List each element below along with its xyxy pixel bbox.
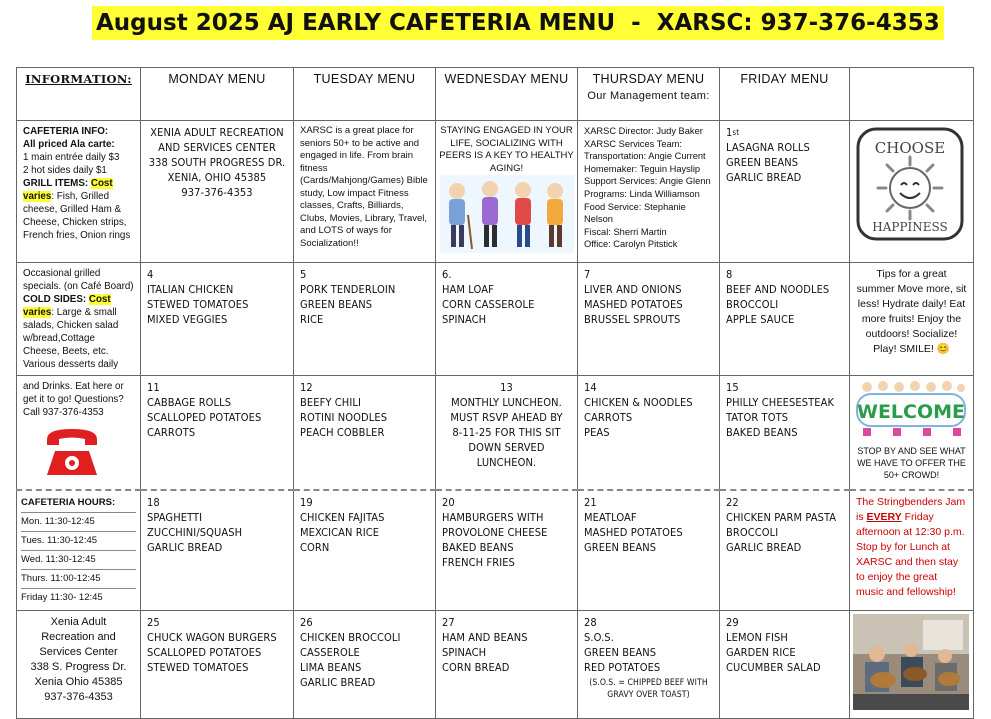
menu-line: Recreation and xyxy=(41,630,116,643)
menu-line: THURSDAY MENU xyxy=(592,72,705,86)
header-extra xyxy=(850,68,974,121)
menu-line: 15 xyxy=(726,380,739,394)
day-cell-29 xyxy=(720,610,850,718)
week-row-4 xyxy=(17,490,974,611)
cafeteria-info xyxy=(17,121,141,263)
menu-line: 8 xyxy=(726,267,733,281)
day-cell-21 xyxy=(578,490,720,611)
menu-line: 6. xyxy=(442,267,452,281)
day-cell-13 xyxy=(436,375,578,490)
menu-line: The Stringbenders Jam is xyxy=(856,495,966,523)
menu-line: LIMA BEANS xyxy=(300,660,362,674)
week-row-5 xyxy=(17,610,974,718)
menu-line: BROCCOLI xyxy=(726,525,779,539)
menu-line: CHICKEN PARM PASTA xyxy=(726,510,837,524)
menu-line: GARLIC BREAD xyxy=(147,540,223,554)
menu-line: BROCCOLI xyxy=(726,297,779,311)
menu-line: SPINACH xyxy=(442,312,487,326)
about-xarsc: XARSC is a great place for seniors 50+ to be active and engaged in life. From brain fitness (Cards/Mahjong/Games) Bible study, Low impact Fitness classes, Crafts, Billiards, Clubs, Movies, Library, Travel, and LOTS of ways for Socialization!! xyxy=(294,121,436,263)
menu-line: st xyxy=(732,128,740,137)
menu-line: CORN CASSEROLE xyxy=(442,297,535,311)
menu-line: MASHED POTATOES xyxy=(584,297,683,311)
questions-info xyxy=(17,375,141,490)
menu-line: 338 S. Progress Dr. xyxy=(30,660,127,673)
menu-line: STEWED TOMATOES xyxy=(147,297,249,311)
hours-row: Friday 11:30- 12:45 xyxy=(21,591,103,603)
hours-row: Mon. 11:30-12:45 xyxy=(21,513,136,532)
menu-line: EVERY xyxy=(866,510,902,523)
menu-line: HAM LOAF xyxy=(442,282,494,296)
menu-line: PHILLY CHEESESTEAK xyxy=(726,395,835,409)
menu-line: 13 xyxy=(500,380,513,394)
day-cell-22 xyxy=(720,490,850,611)
day-cell-6 xyxy=(436,262,578,375)
menu-line: SCALLOPED POTATOES xyxy=(147,645,262,659)
menu-line: CASSEROLE xyxy=(300,645,360,659)
menu-line: DOWN SERVED LUNCHEON. xyxy=(468,440,545,469)
day-cell-1 xyxy=(720,121,850,263)
menu-line: XARSC Director: Judy Baker xyxy=(584,126,703,136)
menu-line: AND SERVICES CENTER xyxy=(158,141,276,154)
day-cell-26 xyxy=(294,610,436,718)
day-cell-28 xyxy=(578,610,720,718)
menu-line: 1 xyxy=(726,126,733,139)
menu-line: GREEN BEANS xyxy=(726,156,799,169)
menu-line: MUST RSVP AHEAD BY xyxy=(450,410,563,424)
menu-line: CHOOSE xyxy=(874,139,946,157)
menu-line: ZUCCHINI/SQUASH xyxy=(147,525,243,539)
page-title: August 2025 AJ EARLY CAFETERIA MENU - XARSC: 937-376-4353 xyxy=(92,6,944,40)
menu-line: GREEN BEANS xyxy=(584,540,657,554)
menu-line: GARLIC BREAD xyxy=(726,171,802,184)
menu-line: 11 xyxy=(147,380,160,394)
menu-line: 937-376-4353 xyxy=(181,186,253,199)
menu-line: SPINACH xyxy=(442,645,487,659)
menu-line: 25 xyxy=(147,615,160,629)
menu-line: PROVOLONE CHEESE xyxy=(442,525,548,539)
menu-line: CORN BREAD xyxy=(442,660,510,674)
menu-line: CHICKEN & NOODLES xyxy=(584,395,693,409)
menu-line: XARSC Services Team: xyxy=(584,138,682,149)
menu-line: 338 SOUTH PROGRESS DR. xyxy=(148,156,286,169)
menu-line: Xenia Adult xyxy=(50,615,107,628)
menu-line: CARROTS xyxy=(147,425,196,439)
band-photo-cell xyxy=(850,610,974,718)
menu-line: 22 xyxy=(726,495,739,509)
menu-line: Xenia Ohio 45385 xyxy=(34,675,123,688)
menu-line: BAKED BEANS xyxy=(442,540,514,554)
menu-line: HAM AND BEANS xyxy=(442,630,528,644)
cafeteria-hours xyxy=(17,490,141,611)
menu-line: PEAS xyxy=(584,425,610,439)
menu-line: GRILL ITEMS: xyxy=(23,178,89,189)
menu-line: MEXCICAN RICE xyxy=(300,525,380,539)
week-row-1 xyxy=(17,121,974,263)
menu-line: CAFETERIA INFO: xyxy=(23,126,109,137)
management-team xyxy=(578,121,720,263)
menu-line: 21 xyxy=(584,495,597,509)
sos-note: (S.O.S. = CHIPPED BEEF WITH GRAVY OVER TOAST) xyxy=(589,677,708,700)
healthy-aging-cell xyxy=(436,121,578,263)
menu-line: MASHED POTATOES xyxy=(584,525,683,539)
menu-line: Cost varies xyxy=(23,178,113,202)
cold-sides-info xyxy=(17,262,141,375)
menu-line: PORK TENDERLOIN xyxy=(300,282,396,296)
menu-line: LEMON FISH xyxy=(726,630,788,644)
menu-line: MIXED VEGGIES xyxy=(147,312,228,326)
day-cell-25 xyxy=(141,610,294,718)
menu-line: 26 xyxy=(300,615,313,629)
welcome-cell xyxy=(850,375,974,490)
menu-line: PEACH COBBLER xyxy=(300,425,385,439)
menu-line: S.O.S. xyxy=(584,630,614,644)
day-cell-27 xyxy=(436,610,578,718)
menu-line: TATOR TOTS xyxy=(726,410,789,424)
menu-line: HAPPINESS xyxy=(872,220,948,234)
menu-line: All priced Ala carte: xyxy=(23,139,115,150)
day-cell-18 xyxy=(141,490,294,611)
menu-line: STEWED TOMATOES xyxy=(147,660,249,674)
menu-line: CAFETERIA HOURS: xyxy=(21,494,136,513)
header-tuesday: TUESDAY MENU xyxy=(294,68,436,121)
menu-line: BAKED BEANS xyxy=(726,425,798,439)
management-team-label: Our Management team: xyxy=(587,90,710,102)
menu-calendar xyxy=(16,67,974,719)
hours-row: Wed. 11:30-12:45 xyxy=(21,551,136,570)
menu-line: LIVER AND ONIONS xyxy=(584,282,682,296)
menu-line: Programs: Linda Williamson xyxy=(584,188,700,199)
menu-line: RICE xyxy=(300,312,324,326)
menu-line: 1 main entrée daily $3 xyxy=(23,152,120,163)
hours-row: Thurs. 11:00-12:45 xyxy=(21,570,136,589)
menu-line: BEEF AND NOODLES xyxy=(726,282,830,296)
menu-line: Occasional grilled specials. (on Café Board) xyxy=(23,267,134,292)
menu-line: Food Service: Stephanie Nelson xyxy=(584,201,686,225)
menu-line: 20 xyxy=(442,495,455,509)
menu-line: BRUSSEL SPROUTS xyxy=(584,312,681,326)
band-photo xyxy=(853,614,969,710)
day-cell-4 xyxy=(141,262,294,375)
menu-line: Services Center xyxy=(39,645,118,658)
menu-line: MONTHLY LUNCHEON. xyxy=(451,395,562,409)
footer-address xyxy=(17,610,141,718)
menu-line: 7 xyxy=(584,267,591,281)
menu-line: APPLE SAUCE xyxy=(726,312,795,326)
menu-line: GARLIC BREAD xyxy=(300,675,376,689)
menu-line: 8-11-25 FOR THIS SIT xyxy=(452,425,561,439)
day-cell-11 xyxy=(141,375,294,490)
hours-row: Tues. 11:30-12:45 xyxy=(21,532,136,551)
menu-line: : Large & small salads, Chicken salad w/bread,Cottage Cheese, Beets, etc. Various desserts daily xyxy=(23,306,119,370)
menu-line: 19 xyxy=(300,495,313,509)
menu-line: LASAGNA ROLLS xyxy=(726,141,810,154)
menu-line: ROTINI NOODLES xyxy=(300,410,388,424)
header-row xyxy=(17,68,974,121)
healthy-aging-text: STAYING ENGAGED IN YOUR LIFE, SOCIALIZING WITH PEERS IS A KEY TO HEALTHY AGING! xyxy=(439,125,574,174)
day-cell-7 xyxy=(578,262,720,375)
menu-line: GARLIC BREAD xyxy=(726,540,802,554)
telephone-icon xyxy=(41,425,103,481)
welcome-banner-image xyxy=(853,378,969,438)
menu-line: FRENCH FRIES xyxy=(442,555,515,569)
summer-tips: Tips for a great summer Move more, sit less! Hydrate daily! Eat more fruits! Enjoy the outdoors! Socialize! Play! SMILE! 😊 xyxy=(850,262,974,375)
day-cell-14 xyxy=(578,375,720,490)
menu-line: CHICKEN FAJITAS xyxy=(300,510,385,524)
menu-line: CABBAGE ROLLS xyxy=(147,395,232,409)
header-friday: FRIDAY MENU xyxy=(720,68,850,121)
menu-line: 27 xyxy=(442,615,455,629)
menu-line: 28 xyxy=(584,615,597,629)
menu-line: XENIA ADULT RECREATION xyxy=(150,126,284,139)
menu-line: 14 xyxy=(584,380,597,394)
menu-line: and Drinks. Eat here or get it to go! Questions? Call 937-376-4353 xyxy=(23,380,124,418)
welcome-text: STOP BY AND SEE WHAT WE HAVE TO OFFER THE 50+ CROWD! xyxy=(857,445,966,480)
menu-line: MEATLOAF xyxy=(584,510,637,524)
day-cell-19 xyxy=(294,490,436,611)
seniors-dancing-image xyxy=(440,175,574,253)
menu-line: 12 xyxy=(300,380,313,394)
menu-line: Fiscal: Sherri Martin xyxy=(584,226,667,237)
menu-line: WELCOME xyxy=(856,400,966,423)
menu-line: Office: Carolyn Pitstick xyxy=(584,239,678,250)
menu-line: ITALIAN CHICKEN xyxy=(147,282,234,296)
menu-line: GREEN BEANS xyxy=(300,297,373,311)
menu-line: CARROTS xyxy=(584,410,633,424)
menu-line: Friday afternoon at 12:30 p.m. Stop by for Lunch at XARSC and then stay to enjoy the great music and fellowship! xyxy=(856,510,965,598)
day-cell-12 xyxy=(294,375,436,490)
menu-line: HAMBURGERS WITH xyxy=(442,510,544,524)
header-monday: MONDAY MENU xyxy=(141,68,294,121)
menu-line: Homemaker: Teguin Hayslip xyxy=(584,163,701,174)
day-cell-15 xyxy=(720,375,850,490)
menu-line: XENIA, OHIO 45385 xyxy=(167,171,267,184)
week-row-3 xyxy=(17,375,974,490)
menu-line: 18 xyxy=(147,495,160,509)
stringbenders-jam xyxy=(850,490,974,611)
menu-line: BEEFY CHILI xyxy=(300,395,361,409)
center-address xyxy=(141,121,294,263)
header-thursday xyxy=(578,68,720,121)
menu-line: 937-376-4353 xyxy=(44,690,113,703)
day-cell-8 xyxy=(720,262,850,375)
menu-line: RED POTATOES xyxy=(584,660,661,674)
menu-line: INFORMATION: xyxy=(25,72,132,86)
menu-line: GREEN BEANS xyxy=(584,645,657,659)
menu-line: Transportation: Angie Current xyxy=(584,151,706,162)
choose-happiness-cell xyxy=(850,121,974,263)
menu-line: CUCUMBER SALAD xyxy=(726,660,821,674)
day-cell-5 xyxy=(294,262,436,375)
choose-happiness-logo xyxy=(854,125,966,243)
day-cell-20 xyxy=(436,490,578,611)
menu-line: 2 hot sides daily $1 xyxy=(23,165,107,176)
week-row-2 xyxy=(17,262,974,375)
menu-line: CORN xyxy=(300,540,330,554)
menu-line: Support Services: Angie Glenn xyxy=(584,176,711,187)
menu-line: 4 xyxy=(147,267,154,281)
menu-line: CHUCK WAGON BURGERS xyxy=(147,630,277,644)
header-wednesday: WEDNESDAY MENU xyxy=(436,68,578,121)
menu-line: Cost varies xyxy=(23,293,111,318)
menu-line: GARDEN RICE xyxy=(726,645,796,659)
menu-line: CHICKEN BROCCOLI xyxy=(300,630,401,644)
menu-line: SCALLOPED POTATOES xyxy=(147,410,262,424)
header-information xyxy=(17,68,141,121)
menu-line: COLD SIDES: xyxy=(23,293,87,305)
menu-line: : Fish, Grilled cheese, Grilled Ham & Cheese, Chicken strips, French fries, Onion rings xyxy=(23,191,131,241)
menu-line: 29 xyxy=(726,615,739,629)
menu-line: SPAGHETTI xyxy=(147,510,203,524)
menu-line: 5 xyxy=(300,267,307,281)
